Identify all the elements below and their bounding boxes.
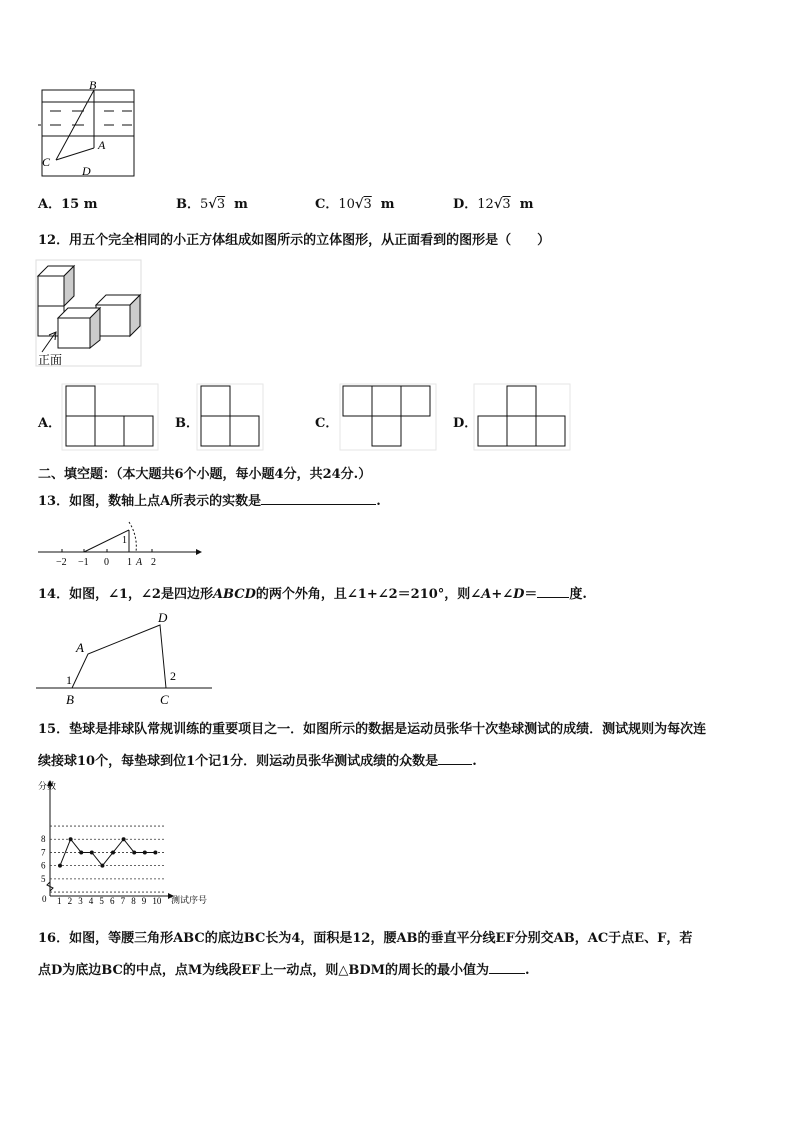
q15-data-point	[132, 850, 136, 854]
q15-x-tick-label: 10	[152, 896, 162, 906]
q15-answer-blank[interactable]	[438, 752, 472, 765]
q15-data-point	[69, 837, 73, 841]
q15-data-point	[90, 850, 94, 854]
q12-option-a-letter[interactable]: A．	[38, 416, 62, 431]
q15-data-point	[100, 864, 104, 868]
q13-answer-blank[interactable]	[261, 492, 376, 505]
q12-front-label: 正面	[38, 353, 63, 367]
q13-tick-label: 0	[104, 557, 109, 568]
q13-point-a: A	[136, 557, 143, 568]
q15-x-tick-label: 3	[78, 896, 83, 906]
q11-label-d: D	[82, 164, 91, 178]
q12-stem: 12．用五个完全相同的小正方体组成如图所示的立体图形，从正面看到的图形是（ ）	[38, 233, 551, 248]
q15-x-tick-label: 5	[99, 896, 104, 906]
q11-figure	[34, 80, 144, 180]
q11-option-a[interactable]: A．15 m	[38, 197, 98, 212]
q12-option-c-letter[interactable]: C．	[315, 416, 339, 431]
q14-label-d: D	[158, 610, 168, 625]
q16-stem-line1: 16．如图，等腰三角形ABC的底边BC长为4，面积是12，腰AB的垂直平分线EF分别交AB，AC于点E、F，若	[38, 931, 693, 946]
q13-tick-label: 2	[151, 557, 156, 568]
q11-label-b: B	[89, 78, 97, 92]
q12-option-d-letter[interactable]: D．	[453, 416, 478, 431]
q15-data-point	[111, 850, 115, 854]
q15-x-tick-label: 7	[120, 896, 126, 906]
q12-option-a-figure[interactable]	[62, 384, 158, 450]
q13-unit-label: 1	[122, 535, 127, 546]
q14-stem: 14．如图，∠1，∠2是四边形ABCD的两个外角，且∠1+∠2＝210°，则∠A+∠D＝ 度.	[38, 587, 587, 602]
q16-stem-line2: 点D为底边BC的中点，点M为线段EF上一动点，则△BDM的周长的最小值为 .	[38, 963, 530, 978]
q15-y-tick-label: 7	[41, 847, 46, 858]
q12-cube-figure	[34, 258, 144, 370]
q11-label-a: A	[98, 138, 106, 152]
q14-answer-blank[interactable]	[537, 585, 569, 598]
q12-option-d-figure[interactable]	[474, 384, 570, 450]
section2-heading: 二、填空题：（本大题共6个小题，每小题4分，共24分.）	[38, 467, 372, 482]
q15-x-tick-label: 6	[110, 896, 115, 906]
q15-y-tick-label: 8	[41, 834, 46, 845]
q14-label-b: B	[66, 692, 74, 707]
q15-stem-line2: 续接球10个，每垫球到位1个记1分．则运动员张华测试成绩的众数是 .	[38, 754, 477, 769]
q14-label-c: C	[160, 692, 169, 707]
q13-stem: 13．如图，数轴上点A所表示的实数是 .	[38, 494, 381, 509]
q13-tick-label: −1	[78, 557, 89, 568]
q15-x-tick-label: 2	[67, 896, 73, 906]
q15-x-tick-label: 9	[141, 896, 147, 906]
q15-y-label: 分数	[38, 781, 57, 791]
q15-x-label: 测试序号	[171, 895, 208, 905]
q14-label-a: A	[76, 640, 84, 655]
q15-y-tick-label: 5	[41, 873, 46, 884]
q15-origin-label: 0	[42, 894, 47, 904]
q15-x-tick-label: 1	[57, 896, 62, 906]
q11-option-b[interactable]: B．5√3 m	[176, 197, 248, 212]
q12-option-b-figure[interactable]	[197, 384, 263, 450]
q15-data-point	[79, 850, 83, 854]
q13-number-line	[36, 518, 202, 570]
q15-x-tick-label: 8	[131, 896, 136, 906]
q14-angle-1: 1	[66, 673, 72, 687]
q15-stem-line1: 15．垫球是排球队常规训练的重要项目之一．如图所示的数据是运动员张华十次垫球测试的成绩．测试规则为每次连	[38, 722, 707, 737]
q16-answer-blank[interactable]	[489, 961, 525, 974]
q11-option-d[interactable]: D．12√3 m	[453, 197, 534, 212]
q15-data-point	[143, 850, 147, 854]
q15-y-tick-label: 6	[41, 860, 46, 871]
q15-data-point	[58, 864, 62, 868]
q15-data-point	[153, 850, 157, 854]
q11-option-c[interactable]: C．10√3 m	[315, 197, 395, 212]
q15-line-chart	[36, 778, 226, 908]
q12-option-b-letter[interactable]: B．	[175, 416, 199, 431]
q15-data-point	[122, 837, 126, 841]
q12-option-c-figure[interactable]	[340, 384, 436, 450]
q11-label-c: C	[42, 155, 51, 169]
q13-tick-label: 1	[127, 557, 132, 568]
q13-tick-label: −2	[56, 557, 67, 568]
q14-angle-2: 2	[170, 669, 176, 683]
q14-quadrilateral-figure	[36, 608, 216, 708]
q15-x-tick-label: 4	[88, 896, 94, 906]
